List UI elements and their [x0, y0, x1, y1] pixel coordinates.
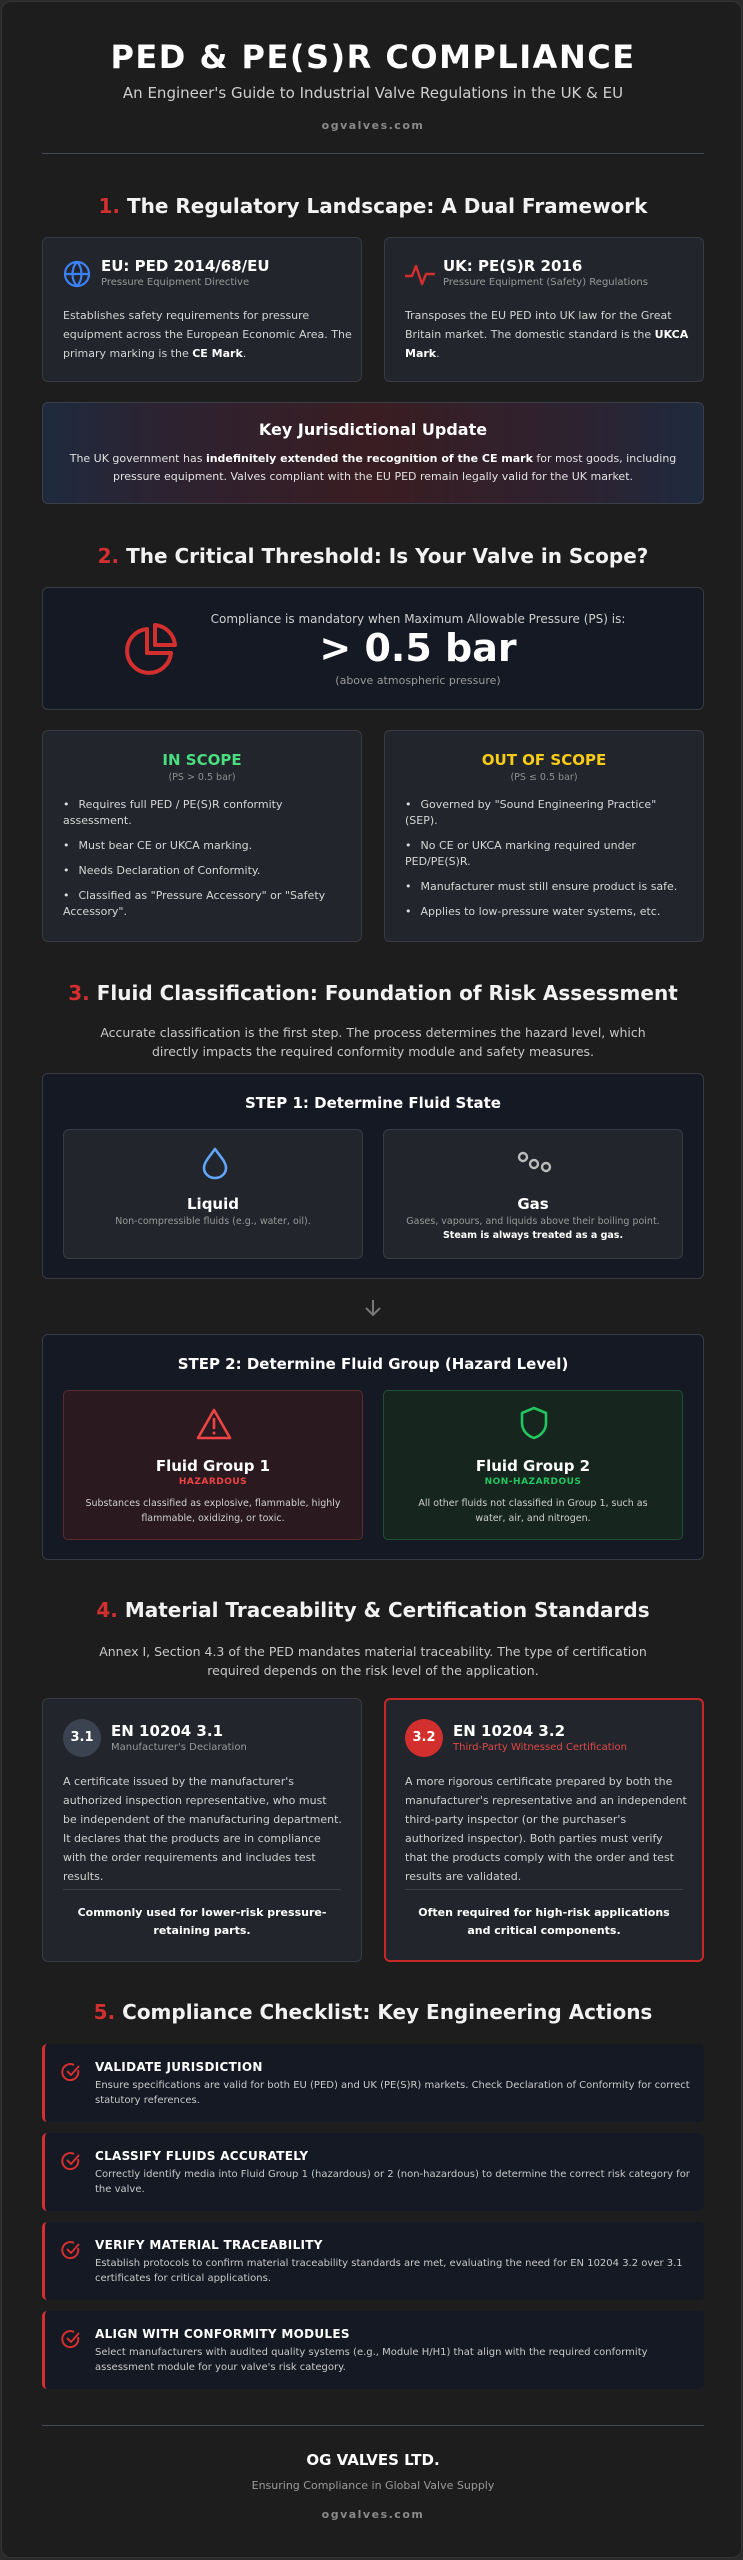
list-item: • Must bear CE or UKCA marking. — [63, 838, 348, 854]
cert-3-1-card — [42, 1698, 362, 1962]
checklist-item-classify-fluids — [42, 2133, 704, 2211]
warning-icon — [195, 1407, 233, 1441]
cert-3-1-badge: 3.1 — [63, 1719, 101, 1757]
cert-3-2-body: A more rigorous certificate prepared by both the manufacturer's representative and an independent third-party inspector (or the purchaser's authorized inspector). Both parties must verify that the products comply with the order and test results are validated. — [405, 1775, 687, 1883]
page — [1, 1, 742, 2558]
threshold-card — [42, 587, 704, 710]
checklist-item-title: VALIDATE JURISDICTION — [95, 2060, 263, 2074]
checklist-item-title: CLASSIFY FLUIDS ACCURATELY — [95, 2149, 309, 2163]
in-scope-title: IN SCOPE — [162, 751, 242, 769]
section-1-heading: 1. The Regulatory Landscape: A Dual Framework — [98, 194, 648, 218]
list-item: • Requires full PED / PE(S)R conformity assessment. — [63, 797, 348, 829]
out-of-scope-list — [405, 797, 690, 929]
gas-box — [383, 1129, 683, 1259]
globe-icon — [63, 260, 91, 288]
uk-pesr-card — [384, 237, 704, 382]
cert-3-2-badge: 3.2 — [405, 1719, 443, 1757]
page-title: PED & PE(S)R COMPLIANCE — [110, 38, 636, 76]
threshold-intro: Compliance is mandatory when Maximum Allowable Pressure (PS) is: — [210, 612, 626, 626]
cert-3-2-card — [384, 1698, 704, 1962]
gas-steam-note: Steam is always treated as a gas. — [442, 1230, 624, 1241]
eu-card-subtitle: Pressure Equipment Directive — [101, 277, 250, 288]
header — [42, 38, 704, 132]
list-item: • Classified as "Pressure Accessory" or "Safety Accessory". — [63, 888, 348, 920]
step-2-panel — [42, 1334, 704, 1560]
cert-3-1-title: EN 10204 3.1 — [111, 1722, 224, 1740]
checklist-item-validate-jurisdiction — [42, 2044, 704, 2122]
list-item: • Applies to low-pressure water systems, etc. — [405, 904, 690, 920]
step-2-title: STEP 2: Determine Fluid Group (Hazard Level) — [177, 1355, 569, 1373]
checklist-item-desc: Ensure specifications are valid for both EU (PED) and UK (PE(S)R) markets. Check Declaration of Conformity for correct statutory references. — [95, 2080, 690, 2106]
cert-3-2-title: EN 10204 3.2 — [453, 1722, 566, 1740]
page-subtitle: An Engineer's Guide to Industrial Valve Regulations in the UK & EU — [122, 84, 624, 102]
section-3-heading: 3. Fluid Classification: Foundation of Risk Assessment — [68, 981, 678, 1005]
footer-company: OG VALVES LTD. — [306, 2451, 440, 2469]
cert-3-1-body: A certificate issued by the manufacturer's authorized inspection representative, who must be independent of the manufacturing department. It declares that the products are in compliance with the order requirements and includes test results. — [63, 1775, 342, 1883]
step-1-title: STEP 1: Determine Fluid State — [245, 1094, 501, 1112]
cert-3-1-divider — [63, 1889, 341, 1890]
gas-desc: Gases, vapours, and liquids above their boiling point. — [406, 1216, 660, 1227]
gas-title: Gas — [517, 1195, 549, 1213]
list-item: • Needs Declaration of Conformity. — [63, 863, 348, 879]
fluid-group-1-desc: Substances classified as explosive, flammable, highly flammable, oxidizing, or toxic. — [85, 1498, 341, 1524]
threshold-note: (above atmospheric pressure) — [335, 674, 501, 687]
liquid-desc: Non-compressible fluids (e.g., water, oil). — [115, 1216, 311, 1227]
shield-icon — [518, 1405, 550, 1441]
liquid-box — [63, 1129, 363, 1259]
eu-card-title: EU: PED 2014/68/EU — [101, 257, 270, 275]
footer-site-link[interactable]: ogvalves.com — [321, 2508, 425, 2521]
fluid-group-1-box — [63, 1390, 363, 1540]
section-4-heading: 4. Material Traceability & Certification Standards — [96, 1598, 650, 1622]
uk-card-subtitle: Pressure Equipment (Safety) Regulations — [443, 277, 648, 288]
list-item: • Manufacturer must still ensure product is safe. — [405, 879, 690, 895]
update-title: Key Jurisdictional Update — [258, 420, 488, 439]
liquid-title: Liquid — [187, 1195, 239, 1213]
fluid-group-1-title: Fluid Group 1 — [155, 1457, 271, 1475]
footer — [42, 2451, 704, 2521]
check-circle-icon — [61, 2151, 81, 2171]
fluid-group-1-tag: HAZARDOUS — [178, 1477, 248, 1487]
fluid-group-2-tag: NON-HAZARDOUS — [484, 1477, 582, 1487]
in-scope-card — [42, 730, 362, 942]
checklist-item-title: VERIFY MATERIAL TRACEABILITY — [95, 2238, 323, 2252]
check-circle-icon — [61, 2062, 81, 2082]
checklist-item-align-modules — [42, 2311, 704, 2389]
pulse-icon — [405, 262, 435, 288]
fluid-group-2-desc: All other fluids not classified in Group 1, such as water, air, and nitrogen. — [418, 1498, 648, 1524]
step-1-panel — [42, 1073, 704, 1279]
footer-divider — [42, 2425, 704, 2426]
fluid-group-2-title: Fluid Group 2 — [475, 1457, 591, 1475]
out-of-scope-title: OUT OF SCOPE — [481, 751, 607, 769]
droplet-icon — [200, 1146, 230, 1180]
gas-bubbles-icon — [515, 1150, 555, 1178]
uk-card-title: UK: PE(S)R 2016 — [443, 257, 583, 275]
section-4-intro: Annex I, Section 4.3 of the PED mandates material traceability. The type of certification required depends on the risk level of the application. — [99, 1644, 647, 1678]
check-circle-icon — [61, 2329, 81, 2349]
list-item: • Governed by "Sound Engineering Practice" (SEP). — [405, 797, 690, 829]
eu-card-body: Establishes safety requirements for pressure equipment across the European Economic Area. The primary marking is the CE Mark. — [63, 309, 352, 360]
uk-card-body: Transposes the EU PED into UK law for the Great Britain market. The domestic standard is the UKCA Mark. — [405, 309, 689, 360]
section-5-heading: 5. Compliance Checklist: Key Engineering Actions — [93, 2000, 653, 2024]
header-divider — [42, 153, 704, 154]
header-site-link[interactable]: ogvalves.com — [321, 119, 425, 132]
checklist-item-desc: Establish protocols to confirm material traceability standards are met, evaluating the need for EN 10204 3.2 over 3.1 certificates for critical applications. — [95, 2258, 683, 2284]
checklist-item-desc: Correctly identify media into Fluid Group 1 (hazardous) or 2 (non-hazardous) to determine the correct risk category for the valve. — [95, 2169, 690, 2195]
checklist-item-verify-traceability — [42, 2222, 704, 2300]
checklist-item-title: ALIGN WITH CONFORMITY MODULES — [95, 2327, 350, 2341]
pie-chart-icon — [123, 621, 179, 677]
jurisdiction-update-banner — [42, 402, 704, 504]
section-2-heading: 2. The Critical Threshold: Is Your Valve in Scope? — [97, 544, 649, 568]
in-scope-list — [63, 797, 348, 929]
cert-3-2-subtitle: Third-Party Witnessed Certification — [453, 1742, 627, 1753]
in-scope-condition: (PS > 0.5 bar) — [168, 772, 236, 783]
cert-3-2-foot: Often required for high-risk applications and critical components. — [418, 1906, 670, 1937]
checklist-item-desc: Select manufacturers with audited quality systems (e.g., Module H/H1) that align with the required conformity assessment module for your valve's risk category. — [95, 2347, 648, 2373]
cert-3-1-foot: Commonly used for lower-risk pressure-retaining parts. — [77, 1906, 327, 1937]
threshold-value: > 0.5 bar — [319, 626, 517, 670]
footer-tagline: Ensuring Compliance in Global Valve Supply — [251, 2479, 495, 2492]
check-circle-icon — [61, 2240, 81, 2260]
cert-3-1-subtitle: Manufacturer's Declaration — [111, 1742, 247, 1753]
update-body: The UK government has indefinitely extended the recognition of the CE mark for most goods, including pressure equipment. Valves compliant with the EU PED remain legally valid for the UK market. — [69, 452, 677, 483]
section-3-intro: Accurate classification is the first step. The process determines the hazard level, which directly impacts the required conformity module and safety measures. — [100, 1025, 646, 1059]
arrow-down-icon — [364, 1298, 382, 1318]
out-of-scope-condition: (PS ≤ 0.5 bar) — [510, 772, 578, 783]
cert-3-2-divider — [405, 1889, 683, 1890]
fluid-group-2-box — [383, 1390, 683, 1540]
list-item: • No CE or UKCA marking required under PED/PE(S)R. — [405, 838, 690, 870]
out-of-scope-card — [384, 730, 704, 942]
eu-ped-card — [42, 237, 362, 382]
